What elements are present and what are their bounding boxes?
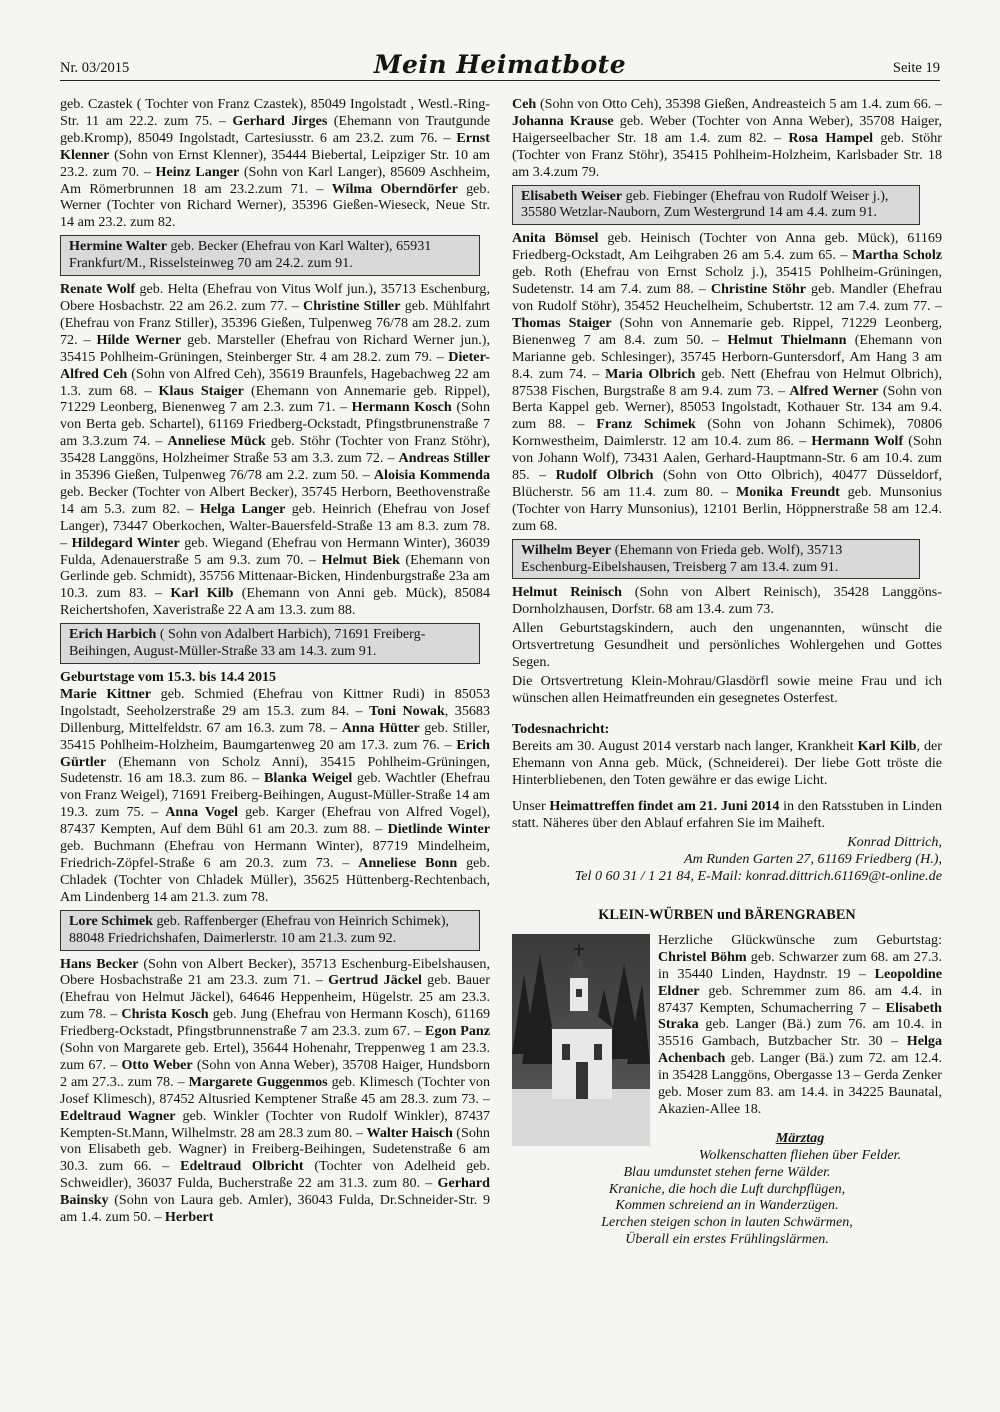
- text-run: geb. Bauer (Ehefrau von Helmut Jäckel), 64646 Heppenheim, Hügelstr. 25 am 23.3. zum 78. –: [60, 972, 490, 1023]
- person-name: Erich Gürtler: [60, 736, 490, 770]
- text-run: geb. Schremmer zum 86. am 4.4. in 87437 Kempten, Schumacherring 7 –: [658, 982, 942, 1016]
- person-name: Blanka Weigel: [264, 770, 353, 787]
- person-name: Thomas Staiger: [512, 314, 612, 331]
- person-name: Dietlinde Winter: [387, 821, 490, 838]
- person-name: Anna Hütter: [341, 719, 420, 736]
- person-name: Toni Nowak: [369, 702, 445, 719]
- text-run: (Sohn von Elisabeth geb. Wagner) in Freiberg-Beihingen, Sudetenstraße 6 am 30.3. zum 66. –: [60, 1124, 490, 1175]
- text-run: (Ehemann von Frieda geb. Wolf), 35713 Eschenburg-Eibelshausen, Treisberg 7 am 13.4. zum 91.: [521, 541, 843, 575]
- person-name: Karl Kilb: [857, 737, 917, 754]
- person-name: Ceh: [512, 96, 537, 112]
- person-name: Gerhard Bainsky: [60, 1175, 490, 1209]
- person-name: Wilma Oberndörfer: [331, 180, 458, 197]
- text-run: geb. Winkler (Tochter von Rudolf Winkler), 87437 Kempten-St.Mann, Wilhelmstr. 28 am 28.3 zum 80. –: [60, 1107, 490, 1141]
- person-name: Gerhard Jirges: [232, 112, 328, 129]
- text-run: geb. Buchmann (Ehefrau von Hermann Winter), 87719 Mindelheim, Friedrich-Zöpfel-Straße 6 am 20.3. zum 73. –: [60, 838, 490, 871]
- text-run: , der Ehemann von Anna geb. Mück, (Schneiderei). Der liebe Gott tröste die Hinterbliebenen, den Toten gewähre er das ewige Licht.: [512, 737, 942, 788]
- text-run: (Ehemann von Gerlinde geb. Schmidt), 35756 Mittenaar-Bicken, Hindenburgstraße 23a am 10.3. zum 83. –: [60, 551, 490, 602]
- text-run: geb. Schwarzer zum 68. am 27.3. in 35440 Linden, Haydnstr. 19 –: [658, 948, 942, 982]
- person-name: Maria Olbrich: [605, 365, 696, 382]
- signature-contact: Tel 0 60 31 / 1 21 84, E-Mail: konrad.dittrich.61169@t-online.de: [574, 868, 942, 885]
- text-run: , 35683 Dillenburg, Mittelfeldstr. 67 am 16.3. zum 78. –: [60, 702, 490, 736]
- birthday-paragraph: [60, 96, 490, 231]
- poem-line: Blau umdunstet stehen ferne Wälder.: [623, 1163, 831, 1180]
- person-name: Ernst Klenner: [60, 129, 490, 163]
- person-name: Hans Becker: [60, 955, 139, 972]
- person-name: Margarete Guggenmos: [188, 1073, 328, 1090]
- person-name: Wilhelm Beyer: [521, 541, 612, 558]
- issue-number: Nr. 03/2015: [60, 60, 130, 76]
- person-name: Hermann Kosch: [351, 399, 452, 416]
- person-name: Aloisia Kommenda: [373, 467, 490, 484]
- person-name: Egon Panz: [425, 1023, 490, 1040]
- birthday-paragraph: [512, 96, 942, 181]
- obituary-text: [512, 738, 942, 789]
- person-name: Herbert: [164, 1209, 214, 1226]
- poem: [512, 1130, 942, 1248]
- greeting-paragraph: Allen Geburtstagskindern, auch den ungenannten, wünscht die Ortsvertretung Gesundheit und persönliches Wohlergehen und Gottes Segen.: [512, 620, 942, 671]
- person-name: Hermann Wolf: [811, 433, 904, 450]
- person-name: Dieter-Alfred Ceh: [60, 348, 490, 382]
- poem-title: Märztag: [775, 1129, 825, 1146]
- person-name: Anna Vogel: [165, 804, 239, 821]
- person-name: Helmut Biek: [321, 551, 400, 568]
- text-run: (Sohn von Otto Olbrich), 40477 Düsseldorf, Blücherstr. 56 am 11.4. zum 80. –: [512, 467, 942, 500]
- person-name: Hildegard Winter: [71, 534, 180, 551]
- text-run: geb. Langer (Bä.) zum 72. am 12.4. in 35428 Langgöns, Obergasse 13 – Gerda Zenker geb. Moser zum 83. am 14.4. in 34225 Baunatal, Akazien-Allee 18.: [658, 1050, 942, 1117]
- person-name: Erich Harbich: [69, 626, 157, 643]
- text-run: (Sohn von Johann Schimek), 70806 Kornwestheim, Daimlerstr. 12 am 10.4. zum 86. –: [512, 416, 942, 450]
- person-name: Christine Stiller: [303, 297, 401, 314]
- masthead-title: Mein Heimatbote: [373, 50, 627, 79]
- text-run: (Sohn von Berta geb. Schartel), 61169 Friedberg-Ockstadt, Pfingstbrunenstraße 7 am 3.3.zum 74. –: [60, 399, 490, 450]
- poem-line: Lerchen steigen schon in lauten Schwärmen,: [601, 1214, 853, 1231]
- text-run: (Sohn von Alfred Ceh), 35619 Braunfels, Hagebachweg 22 am 1.3. zum 68. –: [60, 365, 490, 399]
- page-number: Seite 19: [892, 60, 940, 76]
- person-name: Edeltraud Wagner: [60, 1107, 176, 1124]
- person-name: Helga Langer: [199, 500, 286, 517]
- birthday-paragraph: [60, 281, 490, 619]
- highlight-box: [60, 910, 480, 951]
- text-run: geb. Becker (Tochter von Albert Becker), 35745 Herborn, Beethovenstraße 14 am 5.3. zum 82. –: [60, 483, 490, 517]
- section-heading: Geburtstage vom 15.3. bis 14.4 2015: [60, 669, 277, 685]
- person-name: Monika Freundt: [735, 483, 840, 500]
- poem-line: Wolkenschatten fliehen über Felder.: [698, 1146, 902, 1163]
- person-name: Alfred Werner: [789, 382, 879, 399]
- text-run: geb. Langer (Bä.) zum 76. am 10.4. in 35516 Gambach, Butzbacher Str. 30 –: [658, 1016, 942, 1050]
- text-run: (Sohn von Berta Kappel geb. Werner), 85053 Ingolstadt, Kothauer Str. 134 am 9.4. zum 88. –: [512, 382, 942, 433]
- person-name: Edeltraud Olbricht: [180, 1158, 304, 1175]
- text-run: geb. Fiebinger (Ehefrau von Rudolf Weiser j.), 35580 Wetzlar-Nauborn, Zum Westergrund 14 am 4.4. zum 91.: [521, 187, 889, 221]
- person-name: Christel Böhm: [658, 948, 747, 965]
- poem-line: Kommen schreiend an in Wanderzügen.: [615, 1197, 839, 1214]
- text-run: (Sohn von Albert Becker), 35713 Eschenburg-Eibelshausen, Obere Hosbachstraße 21 am 23.3. zum 71. –: [60, 955, 490, 989]
- text-run: (Ehemann von Anni geb. Mück), 85084 Reichertshofen, Xaveristraße 22 A am 13.3. zum 88.: [60, 585, 490, 619]
- person-name: Heinz Langer: [155, 163, 240, 180]
- person-name: Otto Weber: [121, 1056, 193, 1073]
- text-run: geb. Heinrich (Ehefrau von Josef Langer), 73447 Oberkochen, Walter-Bauersfeld-Straße 13 am 8.3. zum 78. –: [60, 500, 490, 551]
- person-name: Martha Scholz: [852, 247, 942, 264]
- text-run: (Sohn von Margarete geb. Ertel), 35644 Hohenahr, Treppenweg 1 am 23.3. zum 67. –: [60, 1040, 490, 1073]
- text-run: geb. Munsonius (Tochter von Harry Munsonius), 12101 Berlin, Höppnerstraße 58 am 12.4. zum 68.: [512, 483, 942, 534]
- person-name: Gertrud Jäckel: [328, 972, 422, 989]
- person-name: Lore Schimek: [69, 912, 153, 929]
- person-name: Walter Haisch: [366, 1124, 453, 1141]
- person-name: Karl Kilb: [170, 585, 234, 602]
- person-name: Leopoldine Eldner: [658, 965, 942, 999]
- text-run: geb. Weber (Tochter von Anna Weber), 35708 Haiger, Haigerseelbacher Str. 18 am 1.4. zum 82. –: [512, 112, 942, 146]
- text-run: (Sohn von Otto Ceh), 35398 Gießen, Andreasteich 5 am 1.4. zum 66. –: [536, 96, 942, 112]
- text-run: geb. Roth (Ehefrau von Ernst Scholz j.), 35415 Pohlheim-Grüningen, Sudetenstr. 14 am 7.4. zum 88. –: [512, 264, 942, 298]
- text-run: (Sohn von Laura geb. Amler), 36043 Fulda, Dr.Schneider-Str. 9 am 1.4. zum 50. –: [60, 1192, 490, 1226]
- left-column: [60, 96, 490, 1396]
- person-name: Hilde Werner: [96, 331, 182, 348]
- text-run: geb. Stiller, 35415 Pohlheim-Holzheim, Baumgartenweg 20 am 17.3. zum 76. –: [60, 719, 490, 753]
- text-run: geb. Jung (Ehefrau von Hermann Kosch), 61169 Friedberg-Ockstadt, Pfingstbrunnenstraße 7 am 23.3. zum 67. –: [60, 1006, 490, 1040]
- person-name: Elisabeth Weiser: [521, 187, 623, 204]
- text-run: geb. Czastek ( Tochter von Franz Czastek), 85049 Ingolstadt , Westl.-Ring-Str. 11 am 22.2. zum 75. –: [60, 96, 490, 129]
- text-run: Unser: [512, 798, 550, 815]
- birthday-paragraph: [60, 956, 490, 1227]
- text-run: geb. Heinisch (Tochter von Anna geb. Mück), 61169 Friedberg-Ockstadt, Am Leihgraben 26 am 5.4. zum 65. –: [512, 230, 942, 264]
- right-column: [512, 96, 942, 1396]
- obituary-heading: Todesnachricht:: [512, 720, 610, 737]
- signature-name: Konrad Dittrich,: [847, 834, 942, 851]
- text-run: ( Sohn von Adalbert Harbich), 71691 Freiberg-Beihingen, August-Müller-Straße 33 am 14.3. zum 91.: [69, 626, 426, 660]
- text-run: in 35396 Gießen, Tulpenweg 76/78 am 2.2. zum 50. –: [60, 467, 374, 484]
- text-run: geb. Schmied (Ehefrau von Kittner Rudi) in 85053 Ingolstadt, Seeholzerstraße 29 am 15.3. zum 84. –: [60, 685, 490, 719]
- chapel-photo: [512, 934, 650, 1146]
- text-run: geb. Mandler (Ehefrau von Rudolf Stöhr), 35452 Heuchelheim, Schubertstr. 12 am 7.4. zum 77. –: [512, 281, 942, 314]
- text-run: geb. Stöhr (Tochter von Franz Stöhr), 35415 Pohlheim-Holzheim, Karlsbader Str. 18 am 3.4.zum 79.: [512, 129, 942, 180]
- text-run: (Ehemann von Marianne geb. Schlesinger), 35745 Herborn-Guntersdorf, Am Hang 3 am 8.4. zum 74. –: [512, 331, 942, 382]
- person-name: Anita Bömsel: [512, 230, 599, 247]
- text-run: geb. Stöhr (Tochter von Franz Stöhr), 35428 Langgöns, Holzheimer Straße 53 am 3.3. zum 72. –: [60, 433, 490, 467]
- person-name: Heimattreffen findet am 21. Juni 2014: [549, 798, 780, 815]
- person-name: Christine Stöhr: [710, 281, 806, 298]
- text-run: Bereits am 30. August 2014 verstarb nach langer, Krankheit: [512, 737, 858, 754]
- text-run: (Ehemann von Annemarie geb. Rippel), 71229 Leonberg, Bienenweg 7 am 2.3. zum 71. –: [60, 382, 490, 416]
- person-name: Helga Achenbach: [658, 1033, 942, 1067]
- text-run: geb. Wachtler (Ehefrau von Franz Weigel), 71691 Freiberg-Beihingen, August-Müller-Straße 14 am 19.3. zum 75. –: [60, 770, 490, 821]
- highlight-box: [512, 539, 920, 580]
- easter-greeting: Die Ortsvertretung Klein-Mohrau/Glasdörfl sowie meine Frau und ich wünschen allen Heimatfreunden ein gesegnetes Osterfest.: [512, 673, 942, 706]
- person-name: Anneliese Mück: [167, 433, 266, 450]
- person-name: Rosa Hampel: [788, 129, 874, 146]
- person-name: Renate Wolf: [60, 281, 136, 298]
- person-name: Andreas Stiller: [398, 450, 490, 467]
- text-run: (Ehemann von Trautgunde geb.Kromp), 85049 Ingolstadt, Cartesiusstr. 6 am 23.2. zum 76. –: [60, 112, 490, 146]
- text-run: (Ehemann von Scholz Anni), 35415 Pohlheim-Grüningen, Sudetenstr. 16 am 18.3. zum 86. –: [60, 753, 490, 787]
- text-run: geb. Becker (Ehefrau von Karl Walter), 65931 Frankfurt/M., Risselsteinweg 70 am 24.2. zum 91.: [69, 238, 432, 272]
- text-run: geb. Wiegand (Ehefrau von Hermann Winter), 36039 Fulda, Adenauerstraße 5 am 9.3. zum 70. –: [60, 534, 490, 568]
- text-run: geb. Chladek (Tochter von Chladek Müller), 35625 Hüttenberg-Rechtenbach, Am Lindenberg 14 am 21.3. zum 78.: [60, 854, 490, 905]
- person-name: Johanna Krause: [512, 112, 614, 129]
- klein-wuerben-heading: KLEIN-WÜRBEN und BÄRENGRABEN: [598, 906, 856, 923]
- person-name: Marie Kittner: [60, 685, 152, 702]
- text-run: geb. Karger (Ehefrau von Alfred Vogel), 87437 Kempten, Auf dem Bühl 61 am 20.3. zum 88. –: [60, 804, 490, 838]
- person-name: Helmut Thielmann: [727, 331, 847, 348]
- highlight-box: [60, 235, 480, 276]
- text-run: (Tochter von Adelheid geb. Schweidler), 36037 Fulda, Bucherstraße 22 am 31.3. zum 80. –: [60, 1158, 490, 1192]
- text-run: geb. Raffenberger (Ehefrau von Heinrich Schimek), 88048 Friedrichshafen, Daimerlerstr. 10 am 21.3. zum 92.: [69, 912, 450, 946]
- page-header: [60, 50, 940, 81]
- person-name: Elisabeth Straka: [658, 999, 942, 1033]
- signature-address: Am Runden Garten 27, 61169 Friedberg (H.),: [684, 851, 942, 868]
- birthday-paragraph: [512, 584, 942, 618]
- poem-line: Kraniche, die hoch die Luft durchpflügen,: [608, 1180, 846, 1197]
- text-run: geb. Mühlfahrt (Ehefrau von Franz Stiller), 35396 Gießen, Tulpenweg 76/78 am 28.2. zum 72. –: [60, 297, 490, 348]
- text-run: (Sohn von Johann Wolf), 73431 Aalen, Gerhard-Hauptmann-Str. 6 am 10.4. zum 85. –: [512, 433, 942, 484]
- text-run: geb. Marsteller (Ehefrau von Richard Werner jun.), 35415 Pohlheim-Grüningen, Steinberger Str. 4 am 28.2. zum 79. –: [60, 331, 490, 365]
- text-run: (Sohn von Karl Langer), 85609 Aschheim, Am Römerbrunnen 18 am 23.2.zum 71. –: [60, 163, 490, 197]
- birthday-paragraph: [60, 686, 490, 906]
- poem-line: Überall ein erstes Frühlingslärmen.: [625, 1231, 829, 1248]
- text-run: geb. Werner (Tochter von Richard Werner), 35396 Gießen-Wieseck, Neue Str. 14 am 23.2. zum 82.: [60, 180, 490, 231]
- birthday-paragraph: [512, 230, 942, 534]
- text-run: geb. Helta (Ehefrau von Vitus Wolf jun.), 35713 Eschenburg, Obere Hosbachstr. 22 am 26.2. zum 77. –: [60, 281, 490, 314]
- text-run: (Sohn von Ernst Klenner), 35444 Biebertal, Leipziger Str. 10 am 23.2. zum 70. –: [60, 146, 490, 180]
- meeting-notice: [512, 798, 942, 832]
- highlight-box: [60, 623, 480, 664]
- person-name: Anneliese Bonn: [358, 854, 458, 871]
- person-name: Helmut Reinisch: [512, 584, 622, 601]
- person-name: Christa Kosch: [121, 1006, 209, 1023]
- person-name: Franz Schimek: [596, 416, 696, 433]
- klein-wuerben-section: [512, 932, 942, 1118]
- person-name: Rudolf Olbrich: [555, 467, 654, 484]
- highlight-box: [512, 185, 920, 226]
- person-name: Klaus Staiger: [158, 382, 244, 399]
- text-run: (Sohn von Albert Reinisch), 35428 Langgöns-Dornholzhausen, Dorfstr. 68 am 13.4. zum 73.: [512, 584, 942, 618]
- person-name: Hermine Walter: [69, 238, 167, 255]
- text-run: (Sohn von Annemarie geb. Rippel, 71229 Leonberg, Bienenweg 7 am 8.4. zum 50. –: [512, 314, 942, 348]
- text-run: Herzliche Glückwünsche zum Geburtstag:: [658, 931, 942, 948]
- text-run: geb. Nett (Ehefrau von Helmut Olbrich), 87538 Fischen, Burgstraße 8 am 9.4. zum 73. –: [512, 365, 942, 399]
- text-run: (Sohn von Anna Weber), 35708 Haiger, Hundsborn 2 am 27.3.. zum 78. –: [60, 1056, 490, 1090]
- text-run: in den Ratsstuben in Linden statt. Näheres über den Ablauf erfahren Sie im Maiheft.: [512, 798, 942, 832]
- text-run: geb. Klimesch (Tochter von Josef Klimesch), 87452 Altusried Kemptener Straße 45 am 28.3. zum 73. –: [60, 1073, 490, 1107]
